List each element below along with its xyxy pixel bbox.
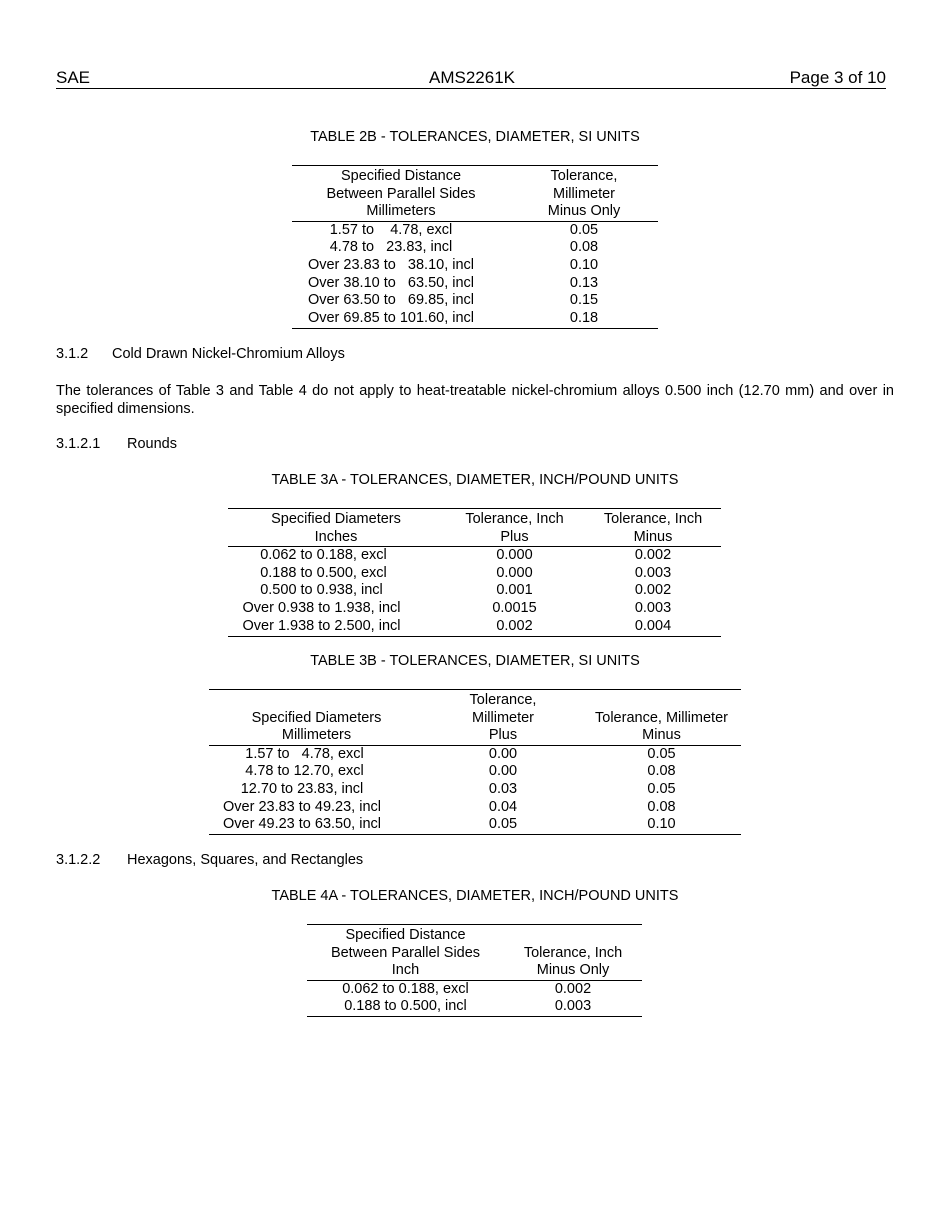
section-number: 3.1.2.2 [56,852,101,868]
table-row: 4.78 to 12.70, excl 0.00 0.08 [245,763,676,780]
page-header [56,68,886,89]
table-3b-header-plus: Tolerance, Millimeter Plus [424,690,582,746]
section-title: Cold Drawn Nickel-Chromium Alloys [112,346,345,362]
table-3a [228,508,721,637]
table-2b-header-distance: Specified Distance Between Parallel Sides Millimeters [292,166,510,222]
section-3-1-2-1-heading [56,436,177,452]
table-row: 1.57 to 4.78, excl 0.05 [329,221,599,238]
table-row: 12.70 to 23.83, incl 0.03 0.05 [240,780,676,797]
table-4a [307,924,642,1017]
table-row: Over 1.938 to 2.500, incl 0.002 0.004 [228,618,721,636]
section-3-1-2-heading [56,346,345,362]
table-4a-title: TABLE 4A - TOLERANCES, DIAMETER, INCH/POUND UNITS [271,888,679,904]
section-number: 3.1.2 [56,346,89,362]
table-row: Over 69.85 to 101.60, incl 0.18 [292,310,658,328]
table-3b-header-minus: Tolerance, Millimeter Minus [582,690,741,746]
table-row: 0.062 to 0.188, excl 0.002 [342,980,592,997]
table-row: Over 38.10 to 63.50, incl 0.13 [307,274,599,291]
table-row: 1.57 to 4.78, excl 0.00 0.05 [245,745,676,762]
table-row: 0.188 to 0.500, excl 0.000 0.003 [260,564,672,581]
table-row: 4.78 to 23.83, incl 0.08 [329,239,599,256]
table-3a-title: TABLE 3A - TOLERANCES, DIAMETER, INCH/POUND UNITS [271,472,679,488]
section-title: Rounds [127,436,177,452]
table-2b [292,165,658,329]
table-row: Over 0.938 to 1.938, incl 0.0015 0.003 [242,600,672,617]
header-doc-number: AMS2261K [429,68,515,87]
table-row: Over 63.50 to 69.85, incl 0.15 [307,292,599,309]
table-row: Over 23.83 to 49.23, incl 0.04 0.08 [223,798,676,815]
section-title: Hexagons, Squares, and Rectangles [127,852,364,868]
table-3a-header-minus: Tolerance, Inch Minus [585,509,721,547]
section-number: 3.1.2.1 [56,436,101,452]
table-3a-header-plus: Tolerance, Inch Plus [444,509,585,547]
table-3b-header-diameters: Specified Diameters Millimeters [209,690,424,746]
table-3b [209,689,741,835]
table-2b-title: TABLE 2B - TOLERANCES, DIAMETER, SI UNITS [310,129,640,145]
section-3-1-2-paragraph: The tolerances of Table 3 and Table 4 do not apply to heat-treatable nickel-chromium alloys 0.500 inch (12.70 mm) and over in specified dimensions. [56,383,894,417]
table-2b-header-tolerance: Tolerance, Millimeter Minus Only [510,166,658,222]
table-4a-header-tolerance: Tolerance, Inch Minus Only [504,925,642,981]
table-3b-title: TABLE 3B - TOLERANCES, DIAMETER, SI UNITS [310,653,640,669]
section-3-1-2-2-heading [56,852,363,868]
table-row: Over 23.83 to 38.10, incl 0.10 [307,256,599,273]
table-row: Over 49.23 to 63.50, incl 0.05 0.10 [209,816,741,834]
table-row: 0.062 to 0.188, excl 0.000 0.002 [260,547,672,563]
header-page-number: Page 3 of 10 [789,68,886,87]
header-org: SAE [56,68,91,87]
table-4a-header-distance: Specified Distance Between Parallel Sides Inch [307,925,504,981]
table-row: 0.500 to 0.938, incl 0.001 0.002 [260,582,672,599]
table-row: 0.188 to 0.500, incl 0.003 [307,998,642,1016]
table-3a-header-diameters: Specified Diameters Inches [228,509,444,547]
